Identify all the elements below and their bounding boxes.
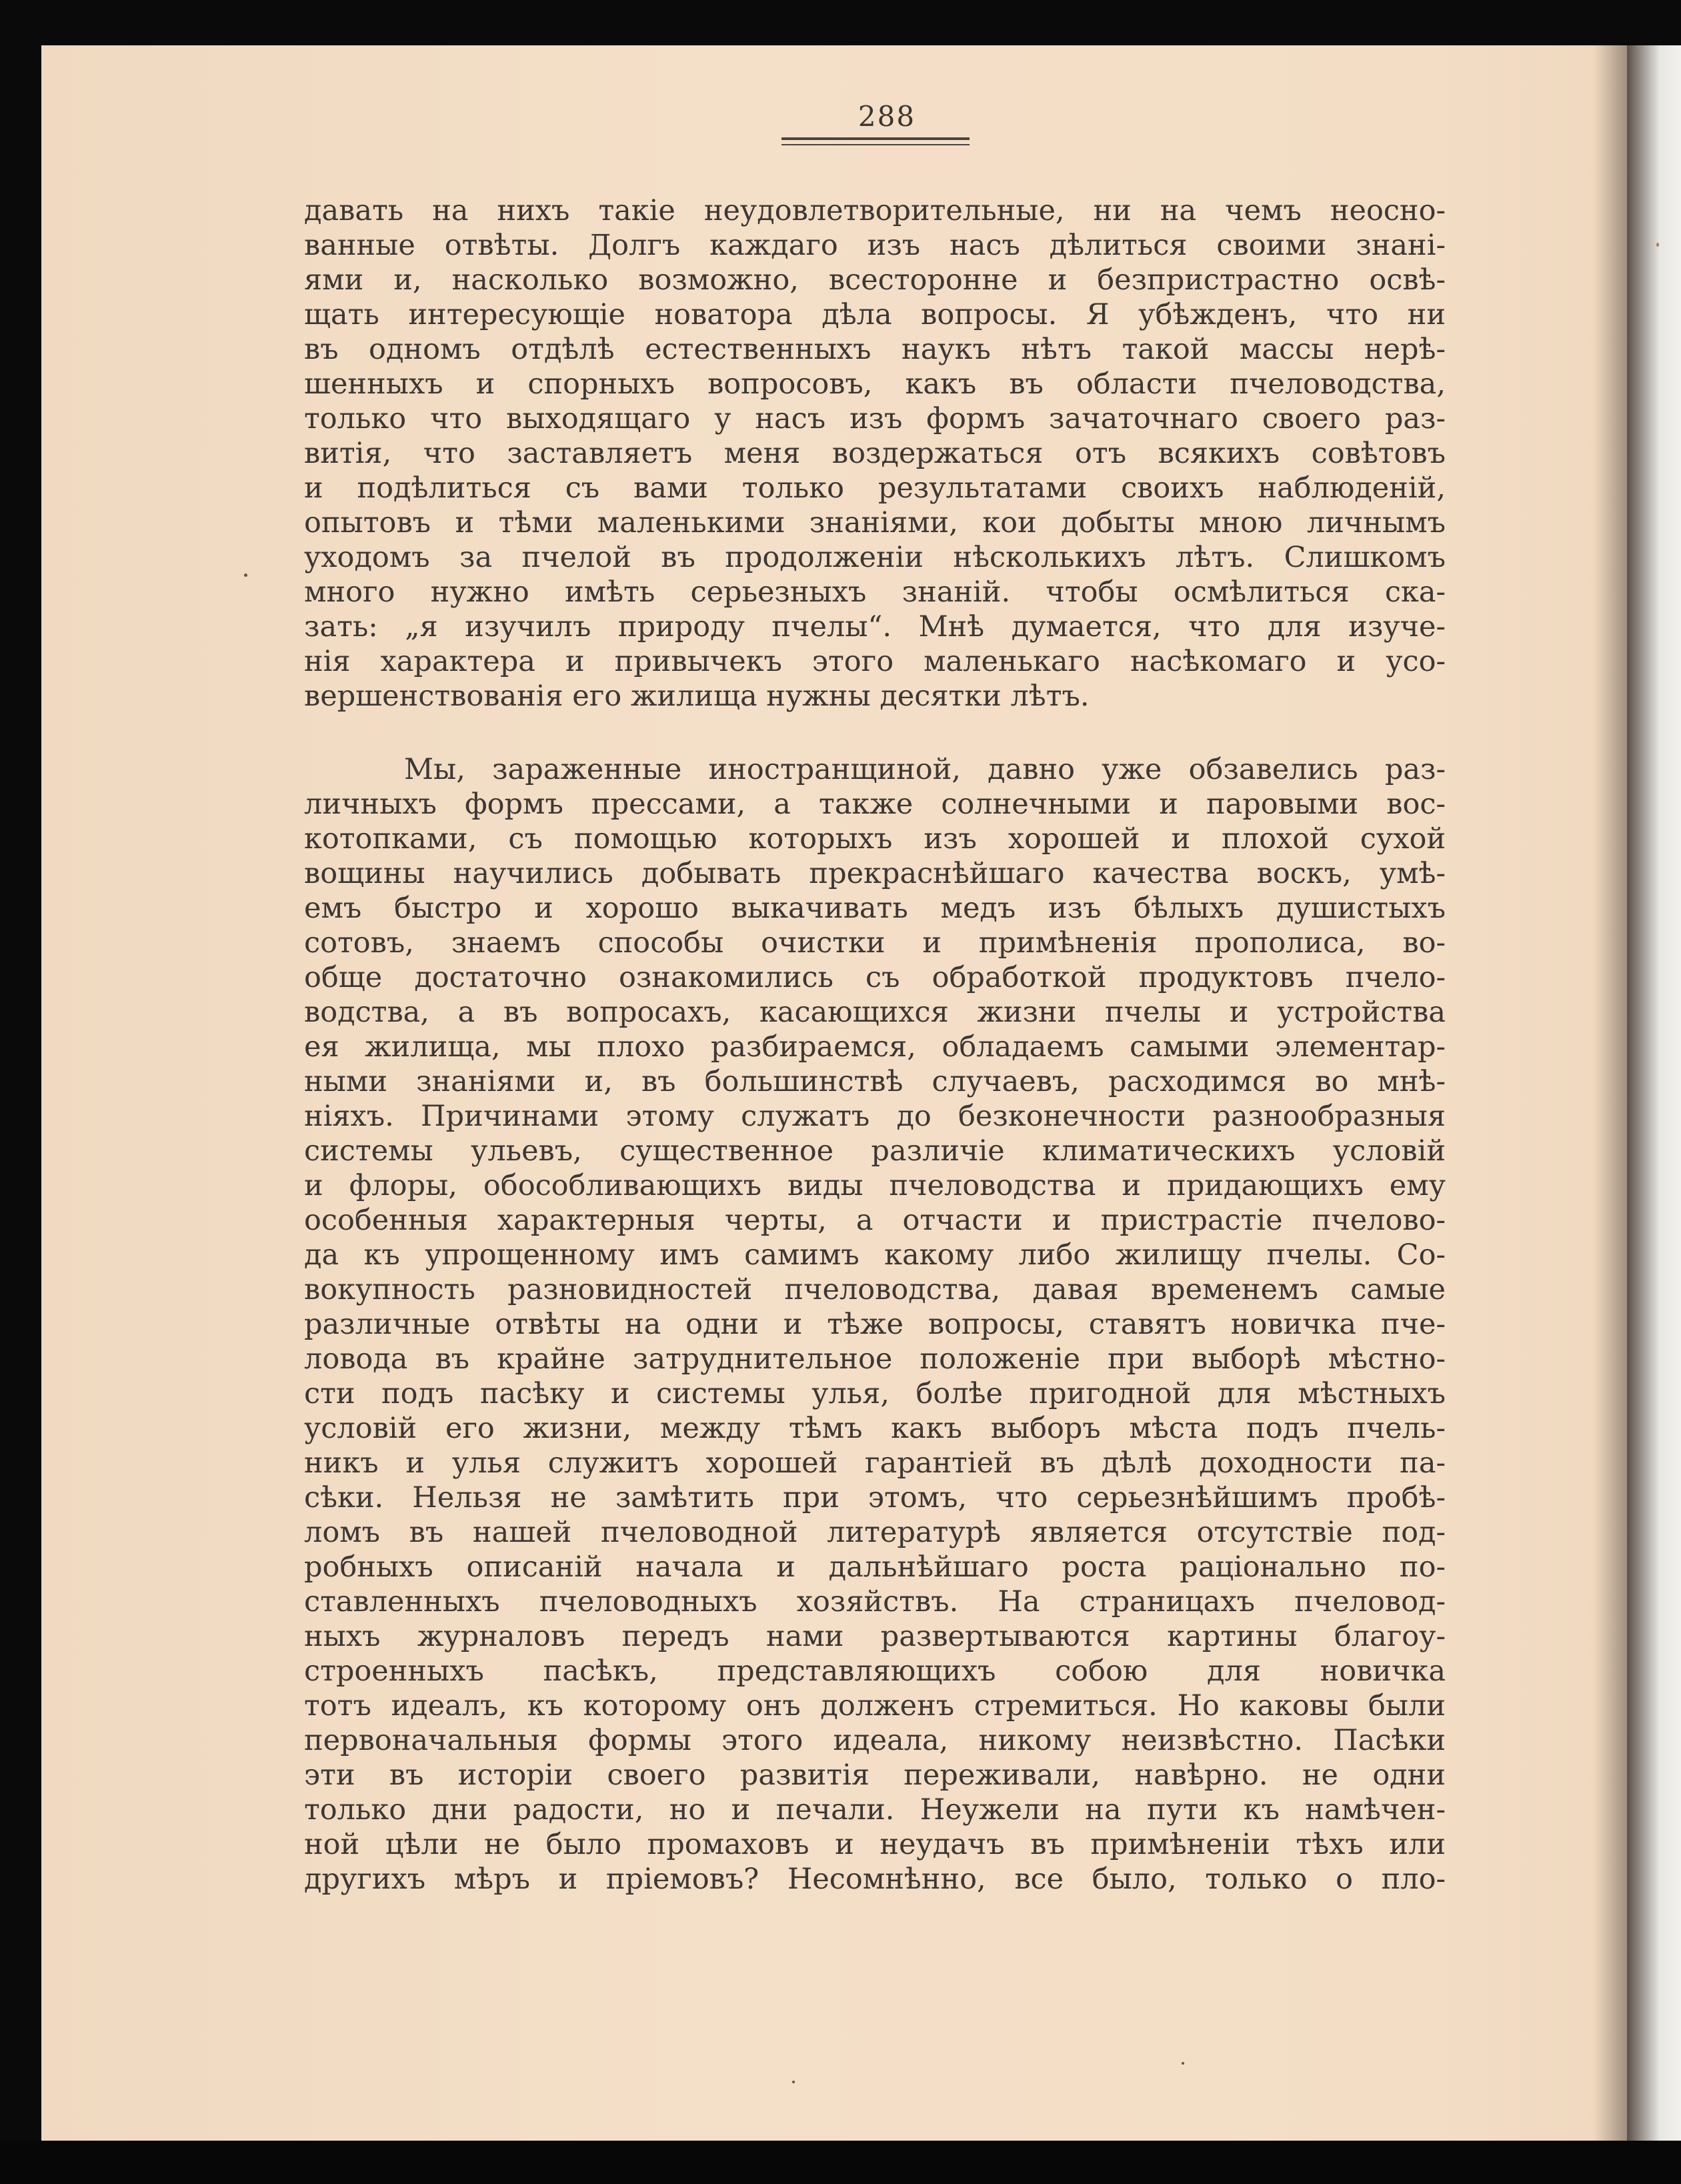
scan-border bbox=[0, 2141, 1681, 2184]
text-line: въ одномъ отдѣлѣ естественныхъ наукъ нѣтъ такой массы нерѣ- bbox=[304, 333, 1446, 366]
text-line: зать: „я изучилъ природу пчелы“. Мнѣ думается, что для изуче- bbox=[304, 610, 1446, 644]
text-line: уходомъ за пчелой въ продолженіи нѣсколькихъ лѣтъ. Слишкомъ bbox=[304, 541, 1446, 574]
text-line: котопками, съ помощью которыхъ изъ хорошей и плохой сухой bbox=[304, 822, 1446, 856]
text-line: водства, а въ вопросахъ, касающихся жизни пчелы и устройства bbox=[304, 996, 1446, 1029]
text-line: ея жилища, мы плохо разбираемся, обладаемъ самыми элементар- bbox=[304, 1030, 1446, 1064]
text-line: строенныхъ пасѣкъ, представляющихъ собою для новичка bbox=[304, 1655, 1446, 1688]
text-line: нія характера и привычекъ этого маленькаго насѣкомаго и усо- bbox=[304, 645, 1446, 678]
page-number: 288 bbox=[858, 100, 916, 133]
text-line: ловода въ крайне затруднительное положеніе при выборѣ мѣстно- bbox=[304, 1342, 1446, 1376]
text-line: вокупность разновидностей пчеловодства, давая временемъ самые bbox=[304, 1273, 1446, 1306]
text-line: и флоры, обособливающихъ виды пчеловодства и придающихъ ему bbox=[304, 1169, 1446, 1202]
text-line: да къ упрощенному имъ самимъ какому либо жилищу пчелы. Со- bbox=[304, 1238, 1446, 1272]
ink-speck bbox=[1182, 2062, 1184, 2065]
text-line: сѣки. Нельзя не замѣтить при этомъ, что серьезнѣйшимъ пробѣ- bbox=[304, 1481, 1446, 1514]
text-line: личныхъ формъ прессами, а также солнечными и паровыми вос- bbox=[304, 788, 1446, 821]
text-line: условій его жизни, между тѣмъ какъ выборъ мѣста подъ пчель- bbox=[304, 1412, 1446, 1445]
ink-speck bbox=[792, 2081, 795, 2083]
text-line: вощины научились добывать прекраснѣйшаго качества воскъ, умѣ- bbox=[304, 857, 1446, 890]
header-rule-thin bbox=[781, 144, 970, 145]
text-line: много нужно имѣть серьезныхъ знаній. чтобы осмѣлиться ска- bbox=[304, 576, 1446, 609]
text-line: опытовъ и тѣми маленькими знаніями, кои добыты мною личнымъ bbox=[304, 506, 1446, 539]
text-line: ныхъ журналовъ передъ нами развертываются картины благоу- bbox=[304, 1620, 1446, 1653]
text-line: различные отвѣты на одни и тѣже вопросы, ставятъ новичка пче- bbox=[304, 1308, 1446, 1341]
header-rule bbox=[781, 137, 970, 140]
text-line: ными знаніями и, въ большинствѣ случаевъ, расходимся во мнѣ- bbox=[304, 1065, 1446, 1098]
text-line: эти въ исторіи своего развитія переживали, навѣрно. не одни bbox=[304, 1759, 1446, 1792]
text-line: только дни радости, но и печали. Неужели на пути къ намѣчен- bbox=[304, 1793, 1446, 1827]
text-line: другихъ мѣръ и пріемовъ? Несомнѣнно, все было, только о пло- bbox=[304, 1863, 1446, 1896]
text-line: ставленныхъ пчеловодныхъ хозяйствъ. На страницахъ пчеловод- bbox=[304, 1585, 1446, 1618]
text-line: емъ быстро и хорошо выкачивать медъ изъ бѣлыхъ душистыхъ bbox=[304, 892, 1446, 925]
text-line: вершенствованія его жилища нужны десятки лѣтъ. bbox=[304, 680, 1090, 713]
text-line: обще достаточно ознакомились съ обработкой продуктовъ пчело- bbox=[304, 961, 1446, 994]
text-line: щать интересующіе новатора дѣла вопросы. Я убѣжденъ, что ни bbox=[304, 298, 1446, 331]
text-line: сти подъ пасѣку и системы улья, болѣе пригодной для мѣстныхъ bbox=[304, 1377, 1446, 1410]
text-line: тотъ идеалъ, къ которому онъ долженъ стремиться. Но каковы были bbox=[304, 1689, 1446, 1723]
text-line: робныхъ описаній начала и дальнѣйшаго роста раціонально по- bbox=[304, 1550, 1446, 1584]
text-line: шенныхъ и спорныхъ вопросовъ, какъ въ области пчеловодства, bbox=[304, 367, 1446, 401]
text-line: Мы, зараженные иностранщиной, давно уже обзавелись раз- bbox=[404, 753, 1446, 786]
text-line: системы ульевъ, существенное различіе климатическихъ условій bbox=[304, 1134, 1446, 1168]
text-line: ніяхъ. Причинами этому служатъ до безконечности разнообразныя bbox=[304, 1100, 1446, 1133]
text-line: особенныя характерныя черты, а отчасти и пристрастіе пчелово- bbox=[304, 1204, 1446, 1237]
text-line: и подѣлиться съ вами только результатами своихъ наблюденій, bbox=[304, 471, 1446, 505]
ink-speck bbox=[244, 574, 247, 577]
text-line: первоначальныя формы этого идеала, никому неизвѣстно. Пасѣки bbox=[304, 1724, 1446, 1757]
text-line: только что выходящаго у насъ изъ формъ зачаточнаго своего раз- bbox=[304, 402, 1446, 435]
page-edge bbox=[1627, 45, 1681, 2141]
text-line: витія, что заставляетъ меня воздержаться отъ всякихъ совѣтовъ bbox=[304, 437, 1446, 470]
text-line: ломъ въ нашей пчеловодной литературѣ является отсутствіе под- bbox=[304, 1516, 1446, 1549]
ink-speck bbox=[1656, 243, 1659, 247]
text-line: ной цѣли не было промаховъ и неудачъ въ примѣненіи тѣхъ или bbox=[304, 1828, 1446, 1861]
text-line: ванные отвѣты. Долгъ каждаго изъ насъ дѣлиться своими знані- bbox=[304, 229, 1446, 262]
text-line: давать на нихъ такіе неудовлетворительные, ни на чемъ неосно- bbox=[304, 194, 1446, 227]
text-line: никъ и улья служитъ хорошей гарантіей въ дѣлѣ доходности па- bbox=[304, 1446, 1446, 1480]
text-line: сотовъ, знаемъ способы очистки и примѣненія прополиса, во- bbox=[304, 926, 1446, 960]
text-line: ями и, насколько возможно, всесторонне и безпристрастно освѣ- bbox=[304, 263, 1446, 297]
